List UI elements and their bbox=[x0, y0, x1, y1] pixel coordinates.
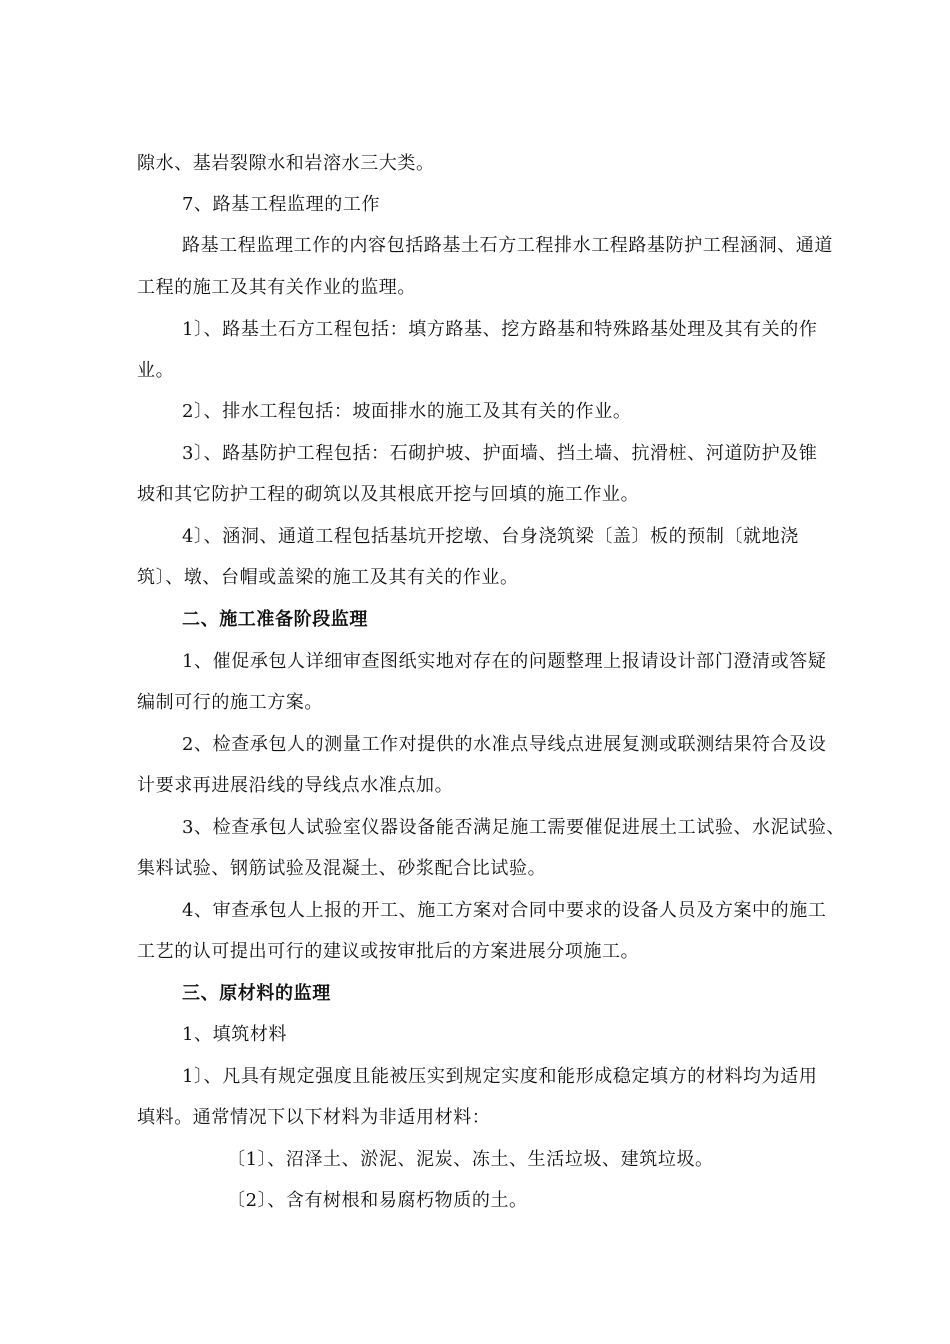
paragraph-line: 编制可行的施工方案。 bbox=[137, 692, 323, 713]
paragraph-line: 工程的施工及其有关作业的监理。 bbox=[137, 277, 416, 298]
paragraph-line: 计要求再进展沿线的导线点水准点加。 bbox=[137, 775, 454, 796]
paragraph-line: 填料。通常情况下以下材料为非适用材料： bbox=[137, 1107, 491, 1128]
section-heading: 1、填筑材料 bbox=[182, 1024, 288, 1045]
section-heading: 三、原材料的监理 bbox=[182, 983, 331, 1004]
list-item: 1〕、路基土石方工程包括：填方路基、挖方路基和特殊路基处理及其有关的作 bbox=[182, 319, 818, 340]
paragraph-line: 坡和其它防护工程的砌筑以及其根底开挖与回填的施工作业。 bbox=[137, 484, 640, 505]
list-item: 〔1〕、沼泽土、淤泥、泥炭、冻土、生活垃圾、建筑垃圾。 bbox=[227, 1149, 714, 1170]
list-item: 4、审查承包人上报的开工、施工方案对合同中要求的设备人员及方案中的施工 bbox=[182, 900, 827, 921]
list-item: 2、检查承包人的测量工作对提供的水准点导线点进展复测或联测结果符合及设 bbox=[182, 734, 827, 755]
list-item: 〔2〕、含有树根和易腐朽物质的土。 bbox=[227, 1190, 528, 1211]
list-item: 1、催促承包人详细审查图纸实地对存在的问题整理上报请设计部门澄清或答疑 bbox=[182, 651, 827, 672]
paragraph-line: 路基工程监理工作的内容包括路基土石方工程排水工程路基防护工程涵洞、通道 bbox=[182, 235, 833, 256]
paragraph-line: 工艺的认可提出可行的建议或按审批后的方案进展分项施工。 bbox=[137, 941, 640, 962]
paragraph-line: 业。 bbox=[137, 360, 175, 381]
list-item: 4〕、涵洞、通道工程包括基坑开挖墩、台身浇筑梁〔盖〕板的预制〔就地浇 bbox=[182, 526, 799, 547]
section-heading: 7、路基工程监理的工作 bbox=[182, 194, 381, 215]
paragraph-line: 筑〕、墩、台帽或盖梁的施工及其有关的作业。 bbox=[137, 567, 519, 588]
list-item: 3〕、路基防护工程包括：石砌护坡、护面墙、挡土墙、抗滑桩、河道防护及锥 bbox=[182, 443, 818, 464]
paragraph-line: 集料试验、钢筋试验及混凝土、砂浆配合比试验。 bbox=[137, 858, 547, 879]
section-heading: 二、施工准备阶段监理 bbox=[182, 609, 368, 630]
list-item: 2〕、排水工程包括：坡面排水的施工及其有关的作业。 bbox=[182, 401, 632, 422]
paragraph-line: 隙水、基岩裂隙水和岩溶水三大类。 bbox=[137, 153, 435, 174]
list-item: 3、检查承包人试验室仪器设备能否满足施工需要催促进展土工试验、水泥试验、 bbox=[182, 817, 846, 838]
list-item: 1〕、凡具有规定强度且能被压实到规定实度和能形成稳定填方的材料均为适用 bbox=[182, 1066, 818, 1087]
